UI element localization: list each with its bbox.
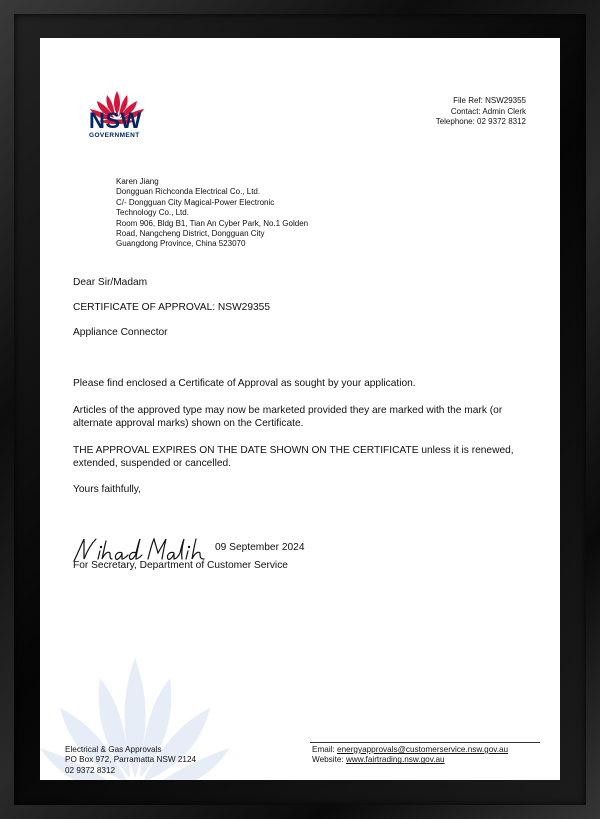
footer-right — [312, 745, 508, 766]
paragraph-enclosed: Please find enclosed a Certificate of Approval as sought by your application. — [73, 378, 416, 389]
website-label: Website: — [312, 755, 346, 765]
letter-date: 09 September 2024 — [215, 542, 305, 553]
file-ref: File Ref: NSW29355 — [453, 96, 526, 105]
certificate-line: CERTIFICATE OF APPROVAL: NSW29355 — [73, 302, 271, 313]
address-line: Technology Co., Ltd. — [116, 208, 189, 218]
address-line: C/- Dongguan City Magical-Power Electronic — [116, 197, 275, 207]
footer-divider — [310, 742, 540, 743]
signatory: For Secretary, Department of Customer Service — [73, 560, 288, 571]
closing: Yours faithfully, — [73, 484, 141, 495]
footer-website-row — [312, 755, 508, 765]
address-line: Karen Jiang — [116, 177, 159, 186]
reference-block — [436, 96, 526, 128]
address-line: Room 906, Bldg B1, Tian An Cyber Park, No.1 Golden — [116, 218, 309, 228]
email-label: Email: — [312, 745, 338, 754]
address-line: Guangdong Province, China 523070 — [116, 239, 246, 249]
address-line: Road, Nangcheng District, Dongguan City — [116, 229, 265, 239]
website-link[interactable]: www.fairtrading.nsw.gov.au — [345, 755, 445, 765]
address-line: Dongguan Richconda Electrical Co., Ltd. — [116, 187, 261, 197]
recipient-address — [116, 177, 416, 250]
footer-left — [65, 745, 196, 776]
telephone: Telephone: 02 9372 8312 — [435, 117, 526, 126]
logo-subtitle: GOVERNMENT — [89, 132, 140, 139]
paragraph-marking: Articles of the approved type may now be marketed provided they are marked with the mark (or alternate approval marks) shown on the Certificate. — [73, 405, 503, 429]
footer-email-row — [312, 745, 508, 755]
footer-line: PO Box 972, Parramatta NSW 2124 — [65, 755, 197, 765]
email-link[interactable]: energyapprovals@customerservice.nsw.gov.au — [337, 745, 509, 754]
footer-line: Electrical & Gas Approvals — [65, 745, 162, 754]
logo-wordmark: NSW — [89, 108, 142, 133]
paragraph-expiry: THE APPROVAL EXPIRES ON THE DATE SHOWN ON THE CERTIFICATE unless it is renewed, extended, suspended or cancelled. — [73, 445, 514, 469]
salutation: Dear Sir/Madam — [73, 277, 148, 288]
contact: Contact: Admin Clerk — [450, 106, 526, 116]
footer-line: 02 9372 8312 — [65, 765, 116, 775]
letter-page — [40, 38, 560, 780]
product-name: Appliance Connector — [73, 327, 168, 338]
